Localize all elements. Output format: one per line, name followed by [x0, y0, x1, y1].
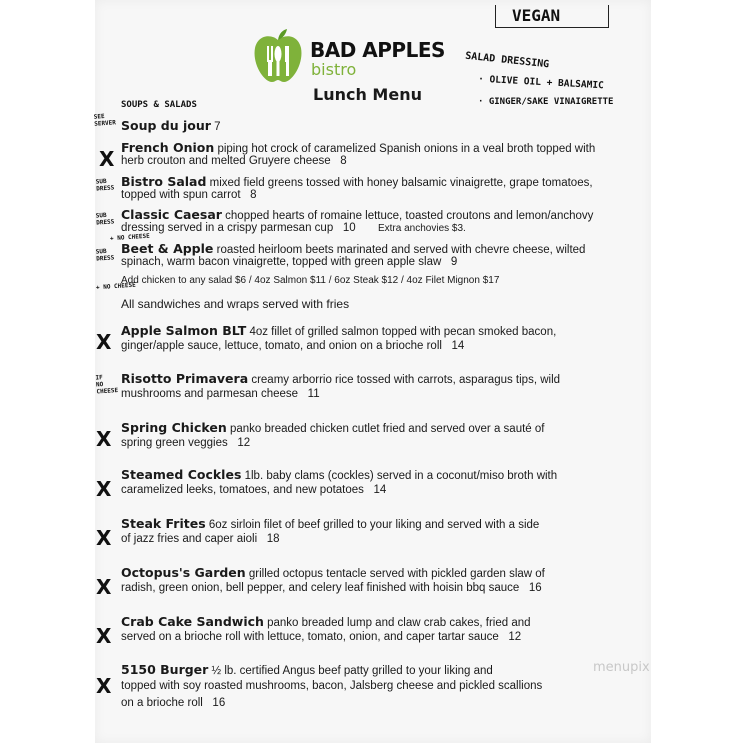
margin-note-7: IF NO CHEESE [95, 374, 119, 396]
item-desc-line [121, 697, 225, 709]
item-name: Bistro Salad [121, 174, 207, 189]
margin-note-1: SEE SERVER [93, 113, 117, 128]
item-price: 10 [342, 222, 356, 234]
item-name: French Onion [121, 140, 215, 155]
page-title: Lunch Menu [313, 85, 422, 104]
margin-note-3: SUB DRESS [95, 211, 115, 227]
x-mark-icon: X [96, 427, 112, 451]
item-name: Steamed Cockles [121, 467, 242, 482]
watermark: menupix [593, 660, 650, 675]
item-desc: topped with spun carrot [121, 189, 241, 201]
item-name: Steak Frites [121, 516, 206, 531]
menu-item [121, 516, 539, 531]
item-price: 8 [340, 155, 347, 167]
item-name: Octopus's Garden [121, 565, 246, 580]
item-desc: on a brioche roll [121, 697, 203, 709]
menu-item [121, 371, 560, 386]
item-desc: 1lb. baby clams (cockles) served in a coconut/miso broth with [244, 470, 558, 482]
item-name: Crab Cake Sandwich [121, 614, 264, 629]
item-name: 5150 Burger [121, 662, 209, 677]
margin-note-4: + NO CHEESE [109, 232, 150, 243]
item-desc: 4oz fillet of grilled salmon topped with pecan smoked bacon, [249, 326, 557, 338]
item-desc-line [121, 340, 464, 352]
item-desc: chopped hearts of romaine lettuce, toasted croutons and lemon/anchovy [225, 210, 594, 222]
item-price: 16 [528, 582, 542, 594]
item-price: 7 [214, 121, 221, 133]
item-desc: panko breaded lump and claw crab cakes, fried and [267, 617, 531, 629]
item-desc: dressing served in a crispy parmesan cup [121, 222, 334, 234]
item-name: Apple Salmon BLT [121, 323, 247, 338]
item-desc: of jazz fries and caper aioli [121, 533, 258, 545]
item-desc-line [121, 256, 457, 268]
apple-logo-icon [252, 28, 304, 84]
item-desc: herb crouton and melted Gruyere cheese [121, 155, 331, 167]
item-desc: roasted heirloom beets marinated and served with chevre cheese, wilted [216, 244, 586, 256]
item-name: Soup du jour [121, 118, 211, 133]
item-desc: ½ lb. certified Angus beef patty grilled to your liking and [211, 665, 493, 677]
x-mark-icon: X [96, 575, 112, 599]
item-desc-line [121, 388, 320, 400]
x-mark-icon: X [96, 526, 112, 550]
item-name: Beet & Apple [121, 241, 214, 256]
item-desc-line [121, 189, 257, 201]
menu-item [121, 323, 556, 338]
menu-item [121, 420, 544, 435]
item-desc: topped with soy roasted mushrooms, bacon, Jalsberg cheese and pickled scallions [121, 680, 543, 692]
menu-item [121, 174, 593, 189]
menu-item [121, 207, 593, 222]
item-price: 18 [266, 533, 280, 545]
item-price: 12 [508, 631, 522, 643]
menu-item [121, 467, 557, 482]
item-desc-line [121, 680, 542, 692]
item-price: 16 [212, 697, 226, 709]
item-desc-line [121, 533, 280, 545]
dressing-note-2: · GINGER/SAKE VINAIGRETTE [478, 97, 614, 107]
x-mark-icon: X [96, 330, 112, 354]
menu-item [121, 565, 545, 580]
item-desc: ginger/apple sauce, lettuce, tomato, and onion on a brioche roll [121, 340, 442, 352]
margin-note-2: SUB DRESS [95, 177, 115, 193]
salad-dressing-note: SALAD DRESSING [464, 50, 550, 71]
margin-note-5: SUB DRESS [95, 247, 115, 263]
item-price: 8 [250, 189, 257, 201]
item-desc: piping hot crock of caramelized Spanish onions in a veal broth topped with [217, 143, 596, 155]
item-price: 12 [237, 437, 251, 449]
sandwich-note: All sandwiches and wraps served with fries [121, 297, 350, 311]
item-desc: spring green veggies [121, 437, 228, 449]
vegan-note: VEGAN [512, 6, 561, 25]
soups-salads-note: SOUPS & SALADS [121, 100, 197, 110]
item-desc: served on a brioche roll with lettuce, tomato, onion, and caper tartar sauce [121, 631, 499, 643]
menu-item [121, 118, 221, 133]
x-mark-icon: X [96, 674, 112, 698]
item-desc: grilled octopus tentacle served with pickled garden slaw of [248, 568, 545, 580]
item-name: Risotto Primavera [121, 371, 249, 386]
extra-note: Extra anchovies $3. [377, 223, 466, 234]
item-desc: radish, green onion, bell pepper, and celery leaf finished with hoisin bbq sauce [121, 582, 520, 594]
item-desc: 6oz sirloin filet of beef grilled to your liking and served with a side [208, 519, 540, 531]
x-mark-icon: X [96, 624, 112, 648]
item-desc: mushrooms and parmesan cheese [121, 388, 299, 400]
menu-item [121, 140, 595, 155]
item-desc-line [121, 582, 542, 594]
brand-name: BAD APPLES [310, 38, 445, 62]
item-desc: spinach, warm bacon vinaigrette, topped with green apple slaw [121, 256, 442, 268]
add-chicken-note: Add chicken to any salad $6 / 4oz Salmon $11 / 6oz Steak $12 / 4oz Filet Mignon $17 [121, 275, 500, 286]
menu-item [121, 662, 493, 677]
dressing-note-1: · OLIVE OIL + BALSAMIC [477, 73, 605, 92]
menu-item [121, 614, 531, 629]
item-price: 11 [307, 388, 320, 400]
menu-item [121, 241, 585, 256]
item-desc-line [121, 437, 250, 449]
item-desc: creamy arborrio rice tossed with carrots, asparagus tips, wild [251, 374, 561, 386]
item-desc: caramelized leeks, tomatoes, and new potatoes [121, 484, 364, 496]
item-price: 14 [373, 484, 387, 496]
item-desc-line [121, 631, 521, 643]
item-name: Spring Chicken [121, 420, 227, 435]
item-name: Classic Caesar [121, 207, 222, 222]
item-price: 14 [451, 340, 465, 352]
item-desc-line [121, 155, 347, 167]
item-desc-line [121, 222, 466, 234]
item-price: 9 [450, 256, 458, 268]
item-desc: mixed field greens tossed with honey balsamic vinaigrette, grape tomatoes, [209, 177, 593, 189]
brand-sub: bistro [311, 60, 357, 79]
x-mark-icon: X [96, 477, 112, 501]
margin-note-6: + NO CHEESE [95, 281, 136, 292]
x-mark-icon: X [99, 147, 115, 171]
item-desc-line [121, 484, 386, 496]
item-desc: panko breaded chicken cutlet fried and served over a sauté of [229, 423, 545, 435]
